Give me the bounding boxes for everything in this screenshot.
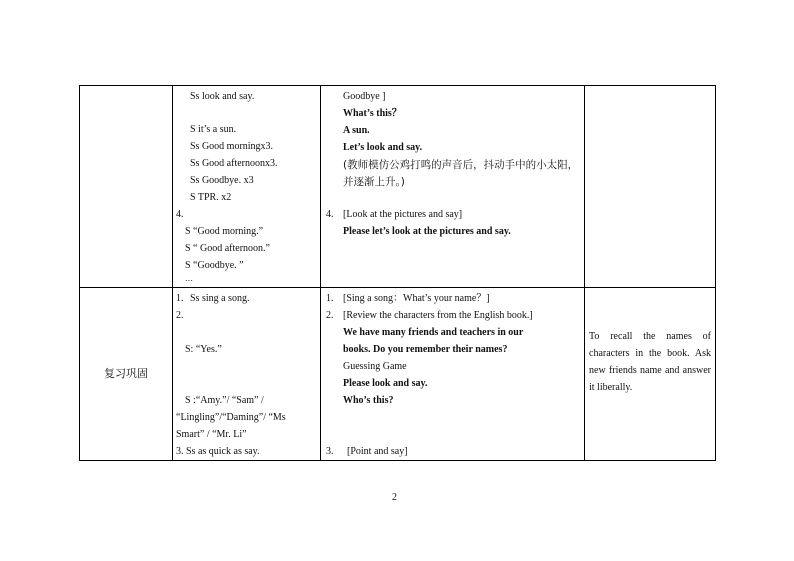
student-line: 4. <box>176 209 184 220</box>
student-line: S “Goodbye. ” <box>185 260 244 271</box>
student-line: Ss sing a song. <box>190 293 250 304</box>
teacher-line: books. Do you remember their names? <box>343 344 508 355</box>
table-row <box>80 86 716 288</box>
student-line: … <box>185 274 193 283</box>
student-line: Smart” / “Mr. Li” <box>176 429 247 440</box>
purpose-cell <box>585 86 716 288</box>
teacher-line: Please look and say. <box>343 378 428 389</box>
teacher-line: 1. <box>326 293 334 304</box>
teacher-line: Goodbye ] <box>343 91 386 102</box>
student-activity-cell <box>173 86 321 288</box>
teacher-line: A sun. <box>343 125 370 136</box>
student-line: S “ Good afternoon.” <box>185 243 270 254</box>
student-line: Ss Good afternoonx3. <box>190 158 278 169</box>
student-line: Ss Goodbye. x3 <box>190 175 254 186</box>
student-line: 1. <box>176 293 184 304</box>
student-line: Ss Good morningx3. <box>190 141 274 152</box>
teacher-line: Who’s this? <box>343 395 394 406</box>
student-line: 2. <box>176 310 184 321</box>
student-line: S :“Amy.”/ “Sam” / <box>185 395 264 406</box>
teacher-activity-cell <box>321 288 585 461</box>
teacher-line: 2. <box>326 310 334 321</box>
teacher-line: Please let’s look at the pictures and say. <box>343 226 511 237</box>
teacher-line: Guessing Game <box>343 361 407 372</box>
lesson-plan-table <box>79 85 716 461</box>
student-line: S “Good morning.” <box>185 226 264 237</box>
teacher-activity-cell <box>321 86 585 288</box>
teacher-line: [Point and say] <box>347 446 408 457</box>
teacher-line: Let’s look and say. <box>343 142 423 153</box>
teacher-line: We have many friends and teachers in our <box>343 327 524 338</box>
table-row <box>80 288 716 461</box>
stage-label-cell <box>80 288 173 461</box>
student-line: Ss look and say. <box>190 91 255 102</box>
teacher-line: [Look at the pictures and say] <box>343 209 463 220</box>
student-line: S it’s a sun. <box>190 124 237 135</box>
student-line: 3. Ss as quick as say. <box>176 446 260 457</box>
teacher-line: What’s this？ <box>343 108 402 119</box>
stage-label: 复习巩固 <box>104 367 148 380</box>
student-line: S: “Yes.” <box>185 344 222 355</box>
teacher-line: 并逐渐上升。) <box>343 176 405 188</box>
purpose-cell <box>585 288 716 461</box>
student-activity-cell <box>173 288 321 461</box>
teacher-line: 3. <box>326 446 334 457</box>
student-line: “Lingling”/“Daming”/ “Ms <box>176 412 286 423</box>
page-number: 2 <box>392 492 397 503</box>
student-line: S TPR. x2 <box>190 192 232 203</box>
stage-label-cell <box>80 86 173 288</box>
teacher-line: (教师模仿公鸡打鸣的声音后，抖动手中的小太阳， <box>343 159 579 171</box>
purpose-text: To recall the names of characters in the book. Ask new friends name and answer it liberally. <box>589 331 711 393</box>
teacher-line: 4. <box>326 209 334 220</box>
teacher-line: [Review the characters from the English book.] <box>343 310 533 321</box>
teacher-line: [Sing a song：What’s your name？] <box>343 293 490 304</box>
